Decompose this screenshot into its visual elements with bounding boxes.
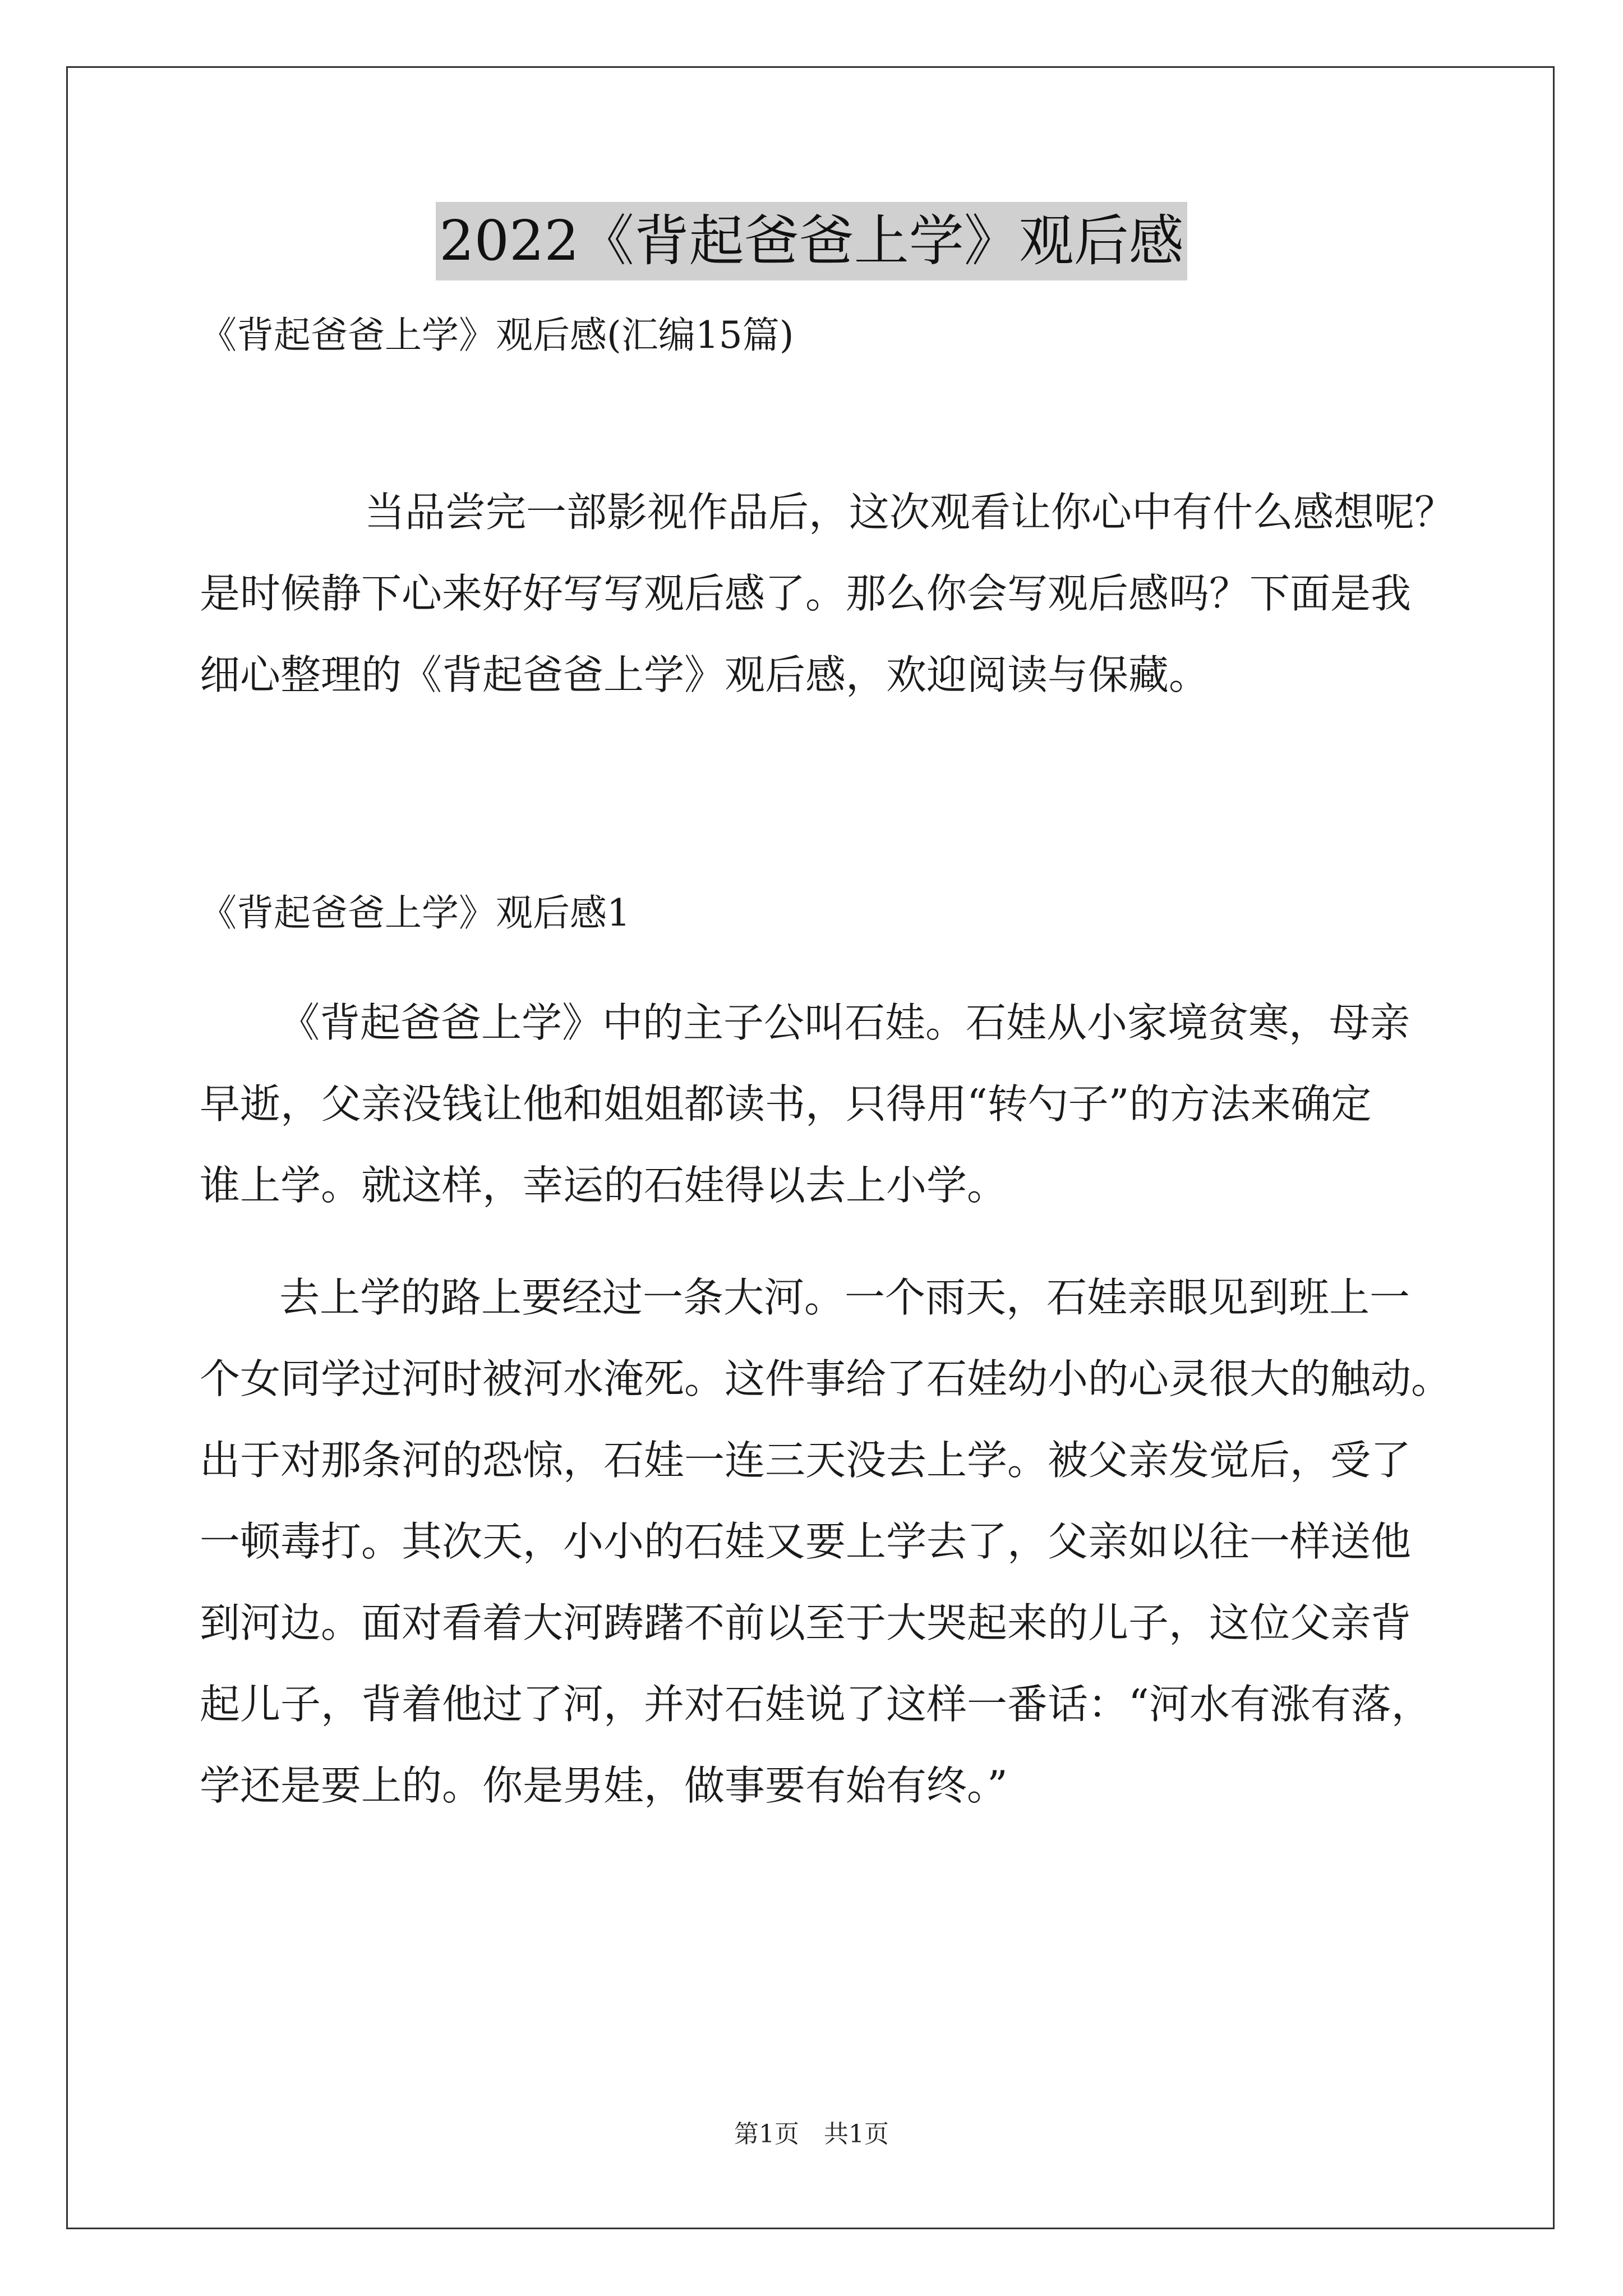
paragraph-line: 早逝，父亲没钱让他和姐姐都读书，只得用“转勺子”的方法来确定	[200, 1080, 1372, 1128]
title-container	[0, 202, 1623, 280]
paragraph-line: 去上学的路上要经过一条大河。一个雨天，石娃亲眼见到班上一	[279, 1274, 1410, 1321]
intro-line: 是时候静下心来好好写写观后感了。那么你会写观后感吗？下面是我	[200, 570, 1412, 617]
paragraph-line: 个女同学过河时被河水淹死。这件事给了石娃幼小的心灵很大的触动。	[200, 1355, 1452, 1402]
intro-line: 当品尝完一部影视作品后，这次观看让你心中有什么感想呢？	[365, 489, 1455, 536]
paragraph-line: 学还是要上的。你是男娃，做事要有始有终。”	[200, 1762, 1008, 1809]
intro-line: 细心整理的《背起爸爸上学》观后感，欢迎阅读与保藏。	[200, 651, 1210, 698]
document-title: 2022《背起爸爸上学》观后感	[436, 202, 1187, 280]
paragraph-line: 谁上学。就这样，幸运的石娃得以去上小学。	[200, 1162, 1008, 1209]
paragraph-line: 出于对那条河的恐惊，石娃一连三天没去上学。被父亲发觉后，受了	[200, 1437, 1412, 1484]
page-footer: 第1页 共1页	[734, 2120, 889, 2148]
section-heading: 《背起爸爸上学》观后感1	[200, 891, 630, 935]
paragraph-line: 到河边。面对看着大河踌躇不前以至于大哭起来的儿子，这位父亲背	[200, 1599, 1412, 1646]
paragraph-line: 起儿子，背着他过了河，并对石娃说了这样一番话：“河水有涨有落，	[200, 1681, 1432, 1728]
page-border	[66, 66, 1555, 2229]
paragraph-line: 一顿毒打。其次天，小小的石娃又要上学去了，父亲如以往一样送他	[200, 1518, 1412, 1565]
document-subtitle: 《背起爸爸上学》观后感(汇编15篇)	[200, 314, 794, 357]
paragraph-line: 《背起爸爸上学》中的主子公叫石娃。石娃从小家境贫寒，母亲	[279, 999, 1410, 1046]
